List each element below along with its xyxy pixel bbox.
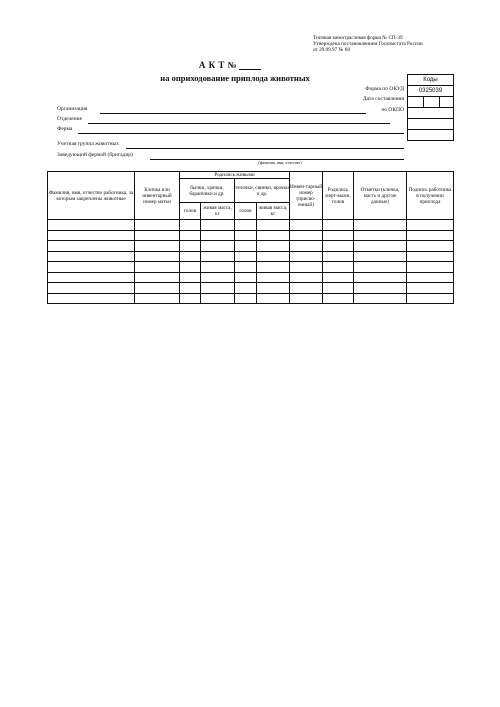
- table-cell[interactable]: [407, 272, 454, 283]
- table-cell[interactable]: [180, 262, 201, 273]
- table-cell[interactable]: [235, 283, 257, 294]
- table-cell[interactable]: [257, 272, 290, 283]
- table-cell[interactable]: [257, 262, 290, 273]
- department-label: Отделение: [57, 116, 83, 122]
- okud-value: 0325039: [408, 86, 454, 97]
- table-cell[interactable]: [180, 241, 201, 252]
- table-cell[interactable]: [135, 272, 180, 283]
- animal-group-label: Учетная группа животных: [57, 141, 119, 147]
- table-cell[interactable]: [235, 272, 257, 283]
- act-number-field[interactable]: [239, 61, 261, 70]
- table-cell[interactable]: [235, 241, 257, 252]
- table-cell[interactable]: [235, 251, 257, 262]
- table-row: [48, 262, 454, 273]
- table-cell[interactable]: [48, 220, 135, 231]
- table-row: [48, 293, 454, 304]
- table-cell[interactable]: [290, 251, 323, 262]
- table-cell[interactable]: [257, 283, 290, 294]
- col-mother-id: Кличка или инвентарный номер матки: [135, 172, 180, 220]
- table-cell[interactable]: [180, 293, 201, 304]
- table-row: [48, 272, 454, 283]
- table-cell[interactable]: [323, 251, 354, 262]
- table-row: [48, 283, 454, 294]
- table-row: [48, 220, 454, 231]
- code-cell-5[interactable]: [408, 119, 454, 130]
- table-cell[interactable]: [48, 283, 135, 294]
- table-cell[interactable]: [235, 262, 257, 273]
- okpo-label: по ОКПО: [381, 107, 404, 113]
- code-cell-6[interactable]: [408, 130, 454, 141]
- table-cell[interactable]: [48, 293, 135, 304]
- organization-field[interactable]: [100, 113, 366, 114]
- table-cell[interactable]: [323, 293, 354, 304]
- farm-label: Ферма: [57, 126, 73, 132]
- table-cell[interactable]: [290, 241, 323, 252]
- table-cell[interactable]: [180, 283, 201, 294]
- table-cell[interactable]: [257, 220, 290, 231]
- table-cell[interactable]: [354, 251, 407, 262]
- col-female-offspring: телочки, свинки, ярочки и др.: [235, 179, 290, 203]
- table-cell[interactable]: [201, 220, 235, 231]
- table-cell[interactable]: [407, 251, 454, 262]
- date-label: Дата составления: [362, 96, 404, 102]
- codes-header: Коды: [408, 75, 454, 86]
- col-notes: Отметки (кличка, масть и другие данные): [354, 172, 407, 220]
- col-male-weight: живая масса, кг: [201, 203, 235, 220]
- table-row: [48, 230, 454, 241]
- table-cell[interactable]: [48, 251, 135, 262]
- table-cell[interactable]: [354, 241, 407, 252]
- table-cell[interactable]: [235, 293, 257, 304]
- table-cell[interactable]: [323, 272, 354, 283]
- table-cell[interactable]: [180, 272, 201, 283]
- manager-hint: (фамилия, имя, отчество): [258, 160, 302, 165]
- table-cell[interactable]: [354, 293, 407, 304]
- table-cell[interactable]: [135, 220, 180, 231]
- table-row: [48, 241, 454, 252]
- table-cell[interactable]: [407, 262, 454, 273]
- table-cell[interactable]: [407, 293, 454, 304]
- farm-field[interactable]: [78, 133, 404, 134]
- table-cell[interactable]: [48, 241, 135, 252]
- table-cell[interactable]: [323, 262, 354, 273]
- act-title: [130, 60, 330, 70]
- table-cell[interactable]: [48, 272, 135, 283]
- table-cell[interactable]: [323, 283, 354, 294]
- table-cell[interactable]: [257, 241, 290, 252]
- col-female-weight: живая масса, кг: [257, 203, 290, 220]
- codes-box: [407, 74, 454, 141]
- table-cell[interactable]: [201, 230, 235, 241]
- animal-group-field[interactable]: [126, 148, 404, 149]
- form-date-line: от 29.09.97 № 68: [313, 47, 350, 53]
- table-cell[interactable]: [290, 293, 323, 304]
- organization-label: Организация: [57, 106, 88, 112]
- form-approval-line: Утверждена постановлением Госкомстата России: [313, 41, 423, 47]
- table-cell[interactable]: [201, 283, 235, 294]
- col-born-alive: Родились живыми: [180, 172, 290, 179]
- table-cell[interactable]: [48, 230, 135, 241]
- col-signature: Подпись работника в получении приплода: [407, 172, 454, 220]
- table-cell[interactable]: [290, 220, 323, 231]
- col-male-heads: голов: [180, 203, 201, 220]
- table-cell[interactable]: [407, 241, 454, 252]
- table-cell[interactable]: [201, 251, 235, 262]
- col-worker-name: Фамилия, имя, отчество работника, за которым закреплены животные: [48, 172, 135, 220]
- table-cell[interactable]: [135, 293, 180, 304]
- table-cell[interactable]: [257, 251, 290, 262]
- table-cell[interactable]: [354, 272, 407, 283]
- form-number-note: Типовая межотраслевая форма № СП-39: [313, 35, 403, 41]
- act-title-label: А К Т №: [198, 60, 238, 70]
- table-cell[interactable]: [290, 283, 323, 294]
- table-cell[interactable]: [354, 262, 407, 273]
- manager-label: Заведующий фермой (бригадир): [57, 152, 133, 158]
- form-approval-note: [313, 35, 473, 53]
- table-cell[interactable]: [135, 230, 180, 241]
- table-row: [48, 251, 454, 262]
- date-year-cell[interactable]: [440, 97, 454, 108]
- table-cell[interactable]: [354, 220, 407, 231]
- table-cell[interactable]: [290, 230, 323, 241]
- table-cell[interactable]: [135, 251, 180, 262]
- table-cell[interactable]: [290, 262, 323, 273]
- table-cell[interactable]: [201, 293, 235, 304]
- table-cell[interactable]: [407, 283, 454, 294]
- table-cell[interactable]: [135, 283, 180, 294]
- table-cell[interactable]: [201, 262, 235, 273]
- col-born-dead: Родились мерт-выми, голов: [323, 172, 354, 220]
- table-cell[interactable]: [201, 272, 235, 283]
- department-field[interactable]: [88, 123, 390, 124]
- table-cell[interactable]: [257, 230, 290, 241]
- table-cell[interactable]: [407, 220, 454, 231]
- table-cell[interactable]: [180, 230, 201, 241]
- table-cell[interactable]: [323, 241, 354, 252]
- col-male-offspring: бычки, хрячки, баранчики и др.: [180, 179, 235, 203]
- col-inventory-number: Инвен-тарный номер (присво-енный): [290, 172, 323, 220]
- act-subtitle: на оприходование приплода животных: [160, 73, 310, 83]
- table-cell[interactable]: [323, 220, 354, 231]
- table-cell[interactable]: [235, 220, 257, 231]
- col-female-heads: голов: [235, 203, 257, 220]
- table-cell[interactable]: [257, 293, 290, 304]
- table-cell[interactable]: [354, 230, 407, 241]
- table-cell[interactable]: [235, 230, 257, 241]
- table-cell[interactable]: [323, 230, 354, 241]
- table-cell[interactable]: [201, 241, 235, 252]
- offspring-table: [47, 171, 454, 304]
- date-day-cell[interactable]: [408, 97, 424, 108]
- table-cell[interactable]: [135, 241, 180, 252]
- table-cell[interactable]: [354, 283, 407, 294]
- table-cell[interactable]: [135, 262, 180, 273]
- table-cell[interactable]: [180, 251, 201, 262]
- okud-label: Форма по ОКУД: [365, 86, 404, 92]
- table-cell[interactable]: [48, 262, 135, 273]
- table-cell[interactable]: [290, 272, 323, 283]
- date-month-cell[interactable]: [424, 97, 440, 108]
- table-cell[interactable]: [180, 220, 201, 231]
- table-cell[interactable]: [407, 230, 454, 241]
- okpo-cell[interactable]: [408, 108, 454, 119]
